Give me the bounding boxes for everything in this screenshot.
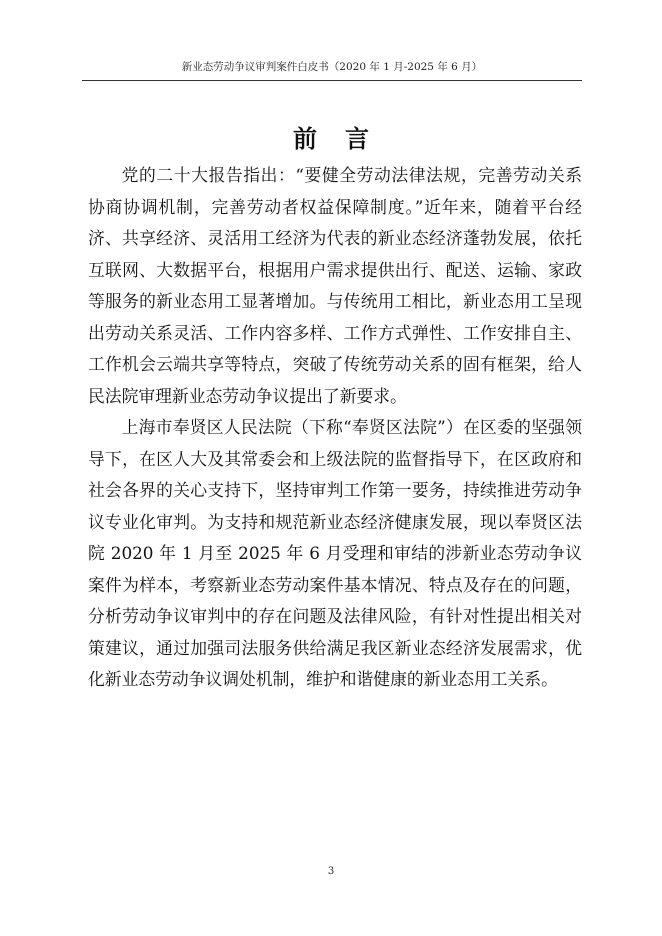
paragraph-1: 党的二十大报告指出：“要健全劳动法律法规，完善劳动关系协商协调机制，完善劳动者权益保障制度。”近年来，随着平台经济、共享经济、灵活用工经济为代表的新业态经济蓬勃发展，依托互联网、大数据平台，根据用户需求提供出行、配送、运输、家政等服务的新业态用工显著增加。与传统用工相比，新业态用工呈现出劳动关系灵活、工作内容多样、工作方式弹性、工作安排自主、工作机会云端共享等特点，突破了传统劳动关系的固有框架，给人民法院审理新业态劳动争议提出了新要求。 xyxy=(88,165,582,406)
header-rule xyxy=(82,80,582,81)
page-number: 3 xyxy=(327,866,335,877)
body-text xyxy=(88,160,582,696)
page-title: 前言 xyxy=(293,124,397,153)
paragraph-2: 上海市奉贤区人民法院（下称“奉贤区法院”）在区委的坚强领导下，在区人大及其常委会和上级法院的监督指导下，在区政府和社会各界的关心支持下，坚持审判工作第一要务，持续推进劳动争议专业化审判。为支持和规范新业态经济健康发展，现以奉贤区法院 2020 年 1 月至 2025 年 6 月受理和审结的涉新业态劳动争议案件为样本，考察新业态劳动案件基本情况、特点及存在的问题，分析劳动争议审判中的存在问题及法律风险，有针对性提出相关对策建议，通过加强司法服务供给满足我区新业态经济发展需求，优化新业态劳动争议调处机制，维护和谐健康的新业态用工关系。 xyxy=(88,417,582,689)
running-header: 新业态劳动争议审判案件白皮书（2020 年 1 月-2025 年 6 月） xyxy=(181,61,483,73)
